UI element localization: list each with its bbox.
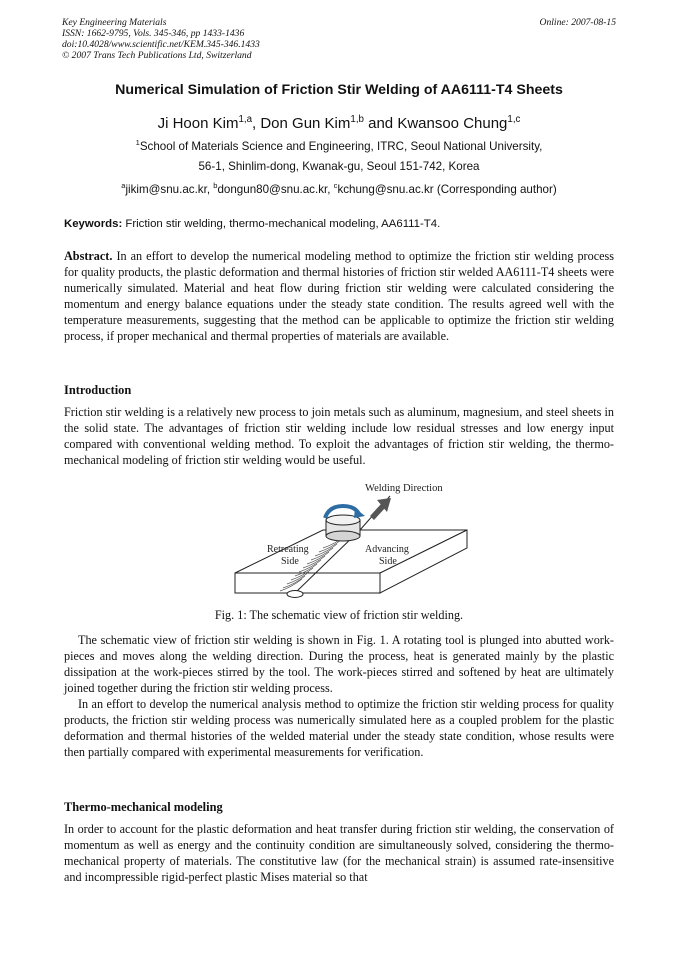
author-2: , Don Gun Kim bbox=[252, 115, 351, 132]
label-retreating: Retreating bbox=[267, 544, 309, 555]
author-1: Ji Hoon Kim bbox=[157, 115, 239, 132]
author-list: Ji Hoon Kim$^{1,a}$, Don Gun Kim$^{1,b}$ and Kwansoo Chung$^{1,c}$ bbox=[157, 114, 521, 132]
label-welding-direction: Welding Direction bbox=[365, 483, 443, 494]
rotating-tool-icon bbox=[325, 506, 365, 541]
affiliation-line-1: $^1$School of Materials Science and Engineering, ITRC, Seoul National University, bbox=[135, 138, 543, 153]
label-advancing: Advancing bbox=[365, 544, 409, 555]
svg-text:Side: Side bbox=[379, 556, 397, 567]
intro-paragraph: Friction stir welding is a relatively new process to join metals such as aluminum, magnesium, and steel sheets in the solid state. The advantages of friction stir welding include low residual stresses and low energy input compared with conventional welding method. To exploit the advantages of friction stir welding, the thermo-mechanical modeling of friction stir welding would be useful. bbox=[64, 405, 614, 467]
body-paragraph-1: The schematic view of friction stir welding is shown in Fig. 1. A rotating tool is plunged into abutted work-pieces and moves along the welding direction. During the process, heat is generated mainly by the plastic dissipation at the work-pieces stirred by the tool. The work-pieces stirred and softened by heat are ultimately joined together during the friction stir welding process. bbox=[64, 633, 614, 695]
abstract: Abstract. In an effort to develop the numerical modeling method to optimize the friction stir welding process for quality products, the plastic deformation and thermal histories of friction stir welded AA6111-T4 sheets were numerically simulated. Material and heat flow during friction stir welding were calculated considering the momentum and energy balance equations under the steady state condition. The results agreed well with the temperature measurements, suggesting that the method can be applicable to optimize the friction stir welding process, if proper mechanical and thermal properties of materials are available. bbox=[64, 249, 614, 343]
journal-name: Key Engineering Materials bbox=[62, 17, 167, 28]
figure-caption: Fig. 1: The schematic view of friction stir welding. bbox=[214, 608, 464, 622]
thermo-paragraph: In order to account for the plastic deformation and heat transfer during friction stir welding, the conservation of momentum as well as energy and the continuity condition are simultaneously solved, considering the thermo-mechanical property of materials. The constitutive law (for the mechanical strain) is assumed rate-insensitive and incompressible rigid-perfect plastic Mises material so that bbox=[64, 822, 614, 884]
online-date: Online: 2007-08-15 bbox=[539, 17, 616, 28]
page-header bbox=[62, 17, 616, 61]
email-line: $^a$jikim@snu.ac.kr, $^b$dongun80@snu.ac.kr, $^c$kchung@snu.ac.kr (Corresponding author) bbox=[121, 181, 557, 196]
section-heading-thermo: Thermo-mechanical modeling bbox=[64, 800, 223, 814]
affiliation-line-2: 56-1, Shinlim-dong, Kwanak-gu, Seoul 151-742, Korea bbox=[198, 160, 480, 173]
paper-title: Numerical Simulation of Friction Stir Welding of AA6111-T4 Sheets bbox=[115, 82, 563, 98]
section-heading-introduction: Introduction bbox=[64, 383, 132, 397]
copyright: © 2007 Trans Tech Publications Ltd, Switzerland bbox=[62, 50, 252, 61]
fsw-schematic-figure bbox=[205, 478, 470, 628]
keyhole-icon bbox=[287, 591, 303, 598]
author-3: and Kwansoo Chung bbox=[363, 115, 508, 132]
doi: doi:10.4028/www.scientific.net/KEM.345-346.1433 bbox=[62, 39, 260, 50]
issn: ISSN: 1662-9795, Vols. 345-346, pp 1433-1436 bbox=[62, 28, 245, 39]
body-paragraph-2: In an effort to develop the numerical analysis method to optimize the friction stir welding process for quality products, the friction stir welding process was numerically simulated here as a coupled problem for the plastic deformation and thermal histories of the welded material under the steady state condition, whose results were then partially compared with experimental measurements for verification. bbox=[64, 697, 614, 759]
keywords: Keywords: Friction stir welding, thermo-mechanical modeling, AA6111-T4. bbox=[64, 218, 441, 230]
svg-text:Side: Side bbox=[281, 556, 299, 567]
